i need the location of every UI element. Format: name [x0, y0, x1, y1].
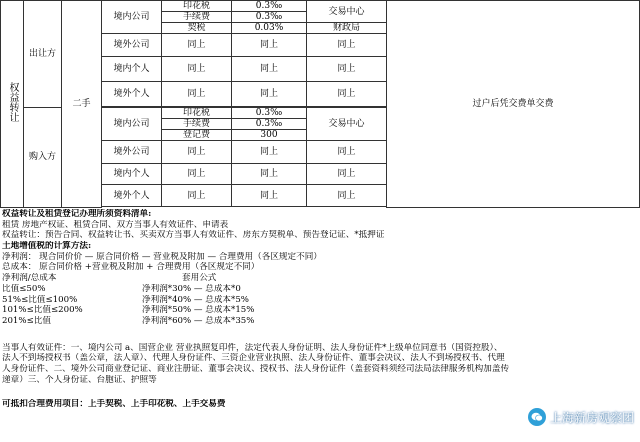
cell: 同上 — [162, 185, 232, 207]
cell: 同上 — [307, 164, 387, 185]
tax-name: 契税 — [162, 23, 232, 34]
ratio-range: 101%≤比值≤200% — [2, 305, 83, 316]
fee-table — [0, 0, 640, 208]
cell: 同上 — [162, 34, 232, 57]
ratio-row — [2, 316, 638, 327]
ratio-row — [2, 295, 638, 306]
cell: 同上 — [162, 82, 232, 107]
ratio-formula: 净利润*60% — 总成本*35% — [142, 315, 255, 326]
ratio-header — [2, 273, 638, 284]
notes-section — [2, 209, 638, 410]
tax-rate: 0.3‰ — [232, 119, 307, 130]
credentials-line: 递章）三、个人身份证、台胞证、护照等 — [2, 374, 157, 385]
wechat-logo-icon — [528, 408, 546, 426]
tax-rate: 0.3‰ — [232, 1, 307, 12]
notes-line: 净利润： 现合同价价 — 原合同价格 — 营业税及附加 — 合理费用（各区规定不同） — [2, 251, 322, 262]
ratio-formula: 净利润*30% — 总成本*0 — [142, 283, 241, 294]
ratio-row — [2, 284, 638, 295]
notes-heading: 权益转让及租赁登记办理所须资料清单: — [2, 209, 152, 219]
tax-name: 印花税 — [162, 1, 232, 12]
seller-place: 交易中心 — [307, 1, 387, 23]
cell: 同上 — [162, 141, 232, 164]
tax-rate: 0.3‰ — [232, 108, 307, 119]
ratio-range: 比值≤50% — [2, 283, 46, 294]
tax-name: 手续费 — [162, 119, 232, 130]
cell: 同上 — [232, 57, 307, 82]
cell: 同上 — [307, 34, 387, 57]
formula-col-label: 套用公式 — [182, 273, 217, 284]
tax-rate: 300 — [232, 130, 307, 141]
ratio-formula: 净利润*40% — 总成本*5% — [142, 294, 249, 305]
cell: 同上 — [307, 185, 387, 207]
buyer-domestic-company: 境内公司 — [102, 108, 162, 141]
ratio-formula: 净利润*50% — 总成本*15% — [142, 305, 255, 316]
credentials-line: 当事人有效证件：一、境内公司 a、国营企业 营业执照复印件，法定代表人身份证明、法人身份证件*上级单位同意书（国资控股）、 — [2, 342, 503, 353]
credentials-line: 法人不到场授权书（盖公章，法人章）、代理人身份证件、三资企业营业执照、法人身份证件、董事会决议、法人不到场授权书、代理 — [2, 353, 505, 364]
notes-heading: 土地增值税的计算方法: — [2, 241, 92, 252]
row-label: 境外个人 — [102, 82, 162, 107]
tax-name: 登记费 — [162, 130, 232, 141]
cell: 同上 — [307, 141, 387, 164]
row-label: 境内个人 — [102, 57, 162, 82]
second-hand-label: 二手 — [62, 1, 102, 208]
tax-name: 手续费 — [162, 12, 232, 23]
tax-rate: 0.03% — [232, 23, 307, 34]
credentials-line: 人身份证件、二、境外公司商业登记证、商业注册证、董事会决议、授权书、法人身份证件（盖套资料须经司法局法律服务机构加盖传 — [2, 363, 510, 374]
cell: 同上 — [232, 34, 307, 57]
row-label: 境内个人 — [102, 164, 162, 185]
watermark — [528, 408, 634, 426]
cell: 同上 — [232, 141, 307, 164]
row-label: 境外个人 — [102, 185, 162, 207]
notes-line: 总成本： 原合同价格 +营业税及附加 + 合理费用（各区规定不同） — [2, 262, 260, 273]
cell: 同上 — [162, 164, 232, 185]
ratio-range: 201%≤比值 — [2, 315, 51, 326]
seller-place-bottom: 财政局 — [307, 23, 387, 34]
deductible-line: 可抵扣合理费用项目：上手契税、上手印花税、上手交易费 — [2, 399, 226, 410]
cell: 同上 — [232, 185, 307, 207]
tax-rate: 0.3‰ — [232, 12, 307, 23]
cell: 同上 — [232, 82, 307, 107]
cell: 同上 — [307, 82, 387, 107]
ratio-row — [2, 305, 638, 316]
buyer-place: 交易中心 — [307, 108, 387, 141]
buyer-label: 购入方 — [24, 108, 62, 208]
notes-line: 权益转让：预告合同、权益转让书、买卖双方当事人有效证件、房东方契税单、预告登记证、*抵押证 — [2, 230, 385, 241]
row-label: 境外公司 — [102, 141, 162, 164]
ratio-col-label: 净利润/总成本 — [2, 273, 57, 284]
ratio-range: 51%≤比值≤100% — [2, 294, 78, 305]
cell: 同上 — [307, 57, 387, 82]
watermark-text: 上海新房观察团 — [549, 410, 634, 425]
cell: 同上 — [232, 164, 307, 185]
row-label: 境外公司 — [102, 34, 162, 57]
tax-name: 印花税 — [162, 108, 232, 119]
seller-label: 出让方 — [24, 1, 62, 108]
cell: 同上 — [162, 57, 232, 82]
seller-domestic-company: 境内公司 — [102, 1, 162, 34]
right-note: 过户后凭交费单交费 — [387, 1, 640, 208]
notes-line: 租赁 房地产权证、租赁合同、双方当事人有效证件、申请表 — [2, 219, 229, 230]
equity-transfer-label: 权益转让 — [1, 1, 24, 208]
